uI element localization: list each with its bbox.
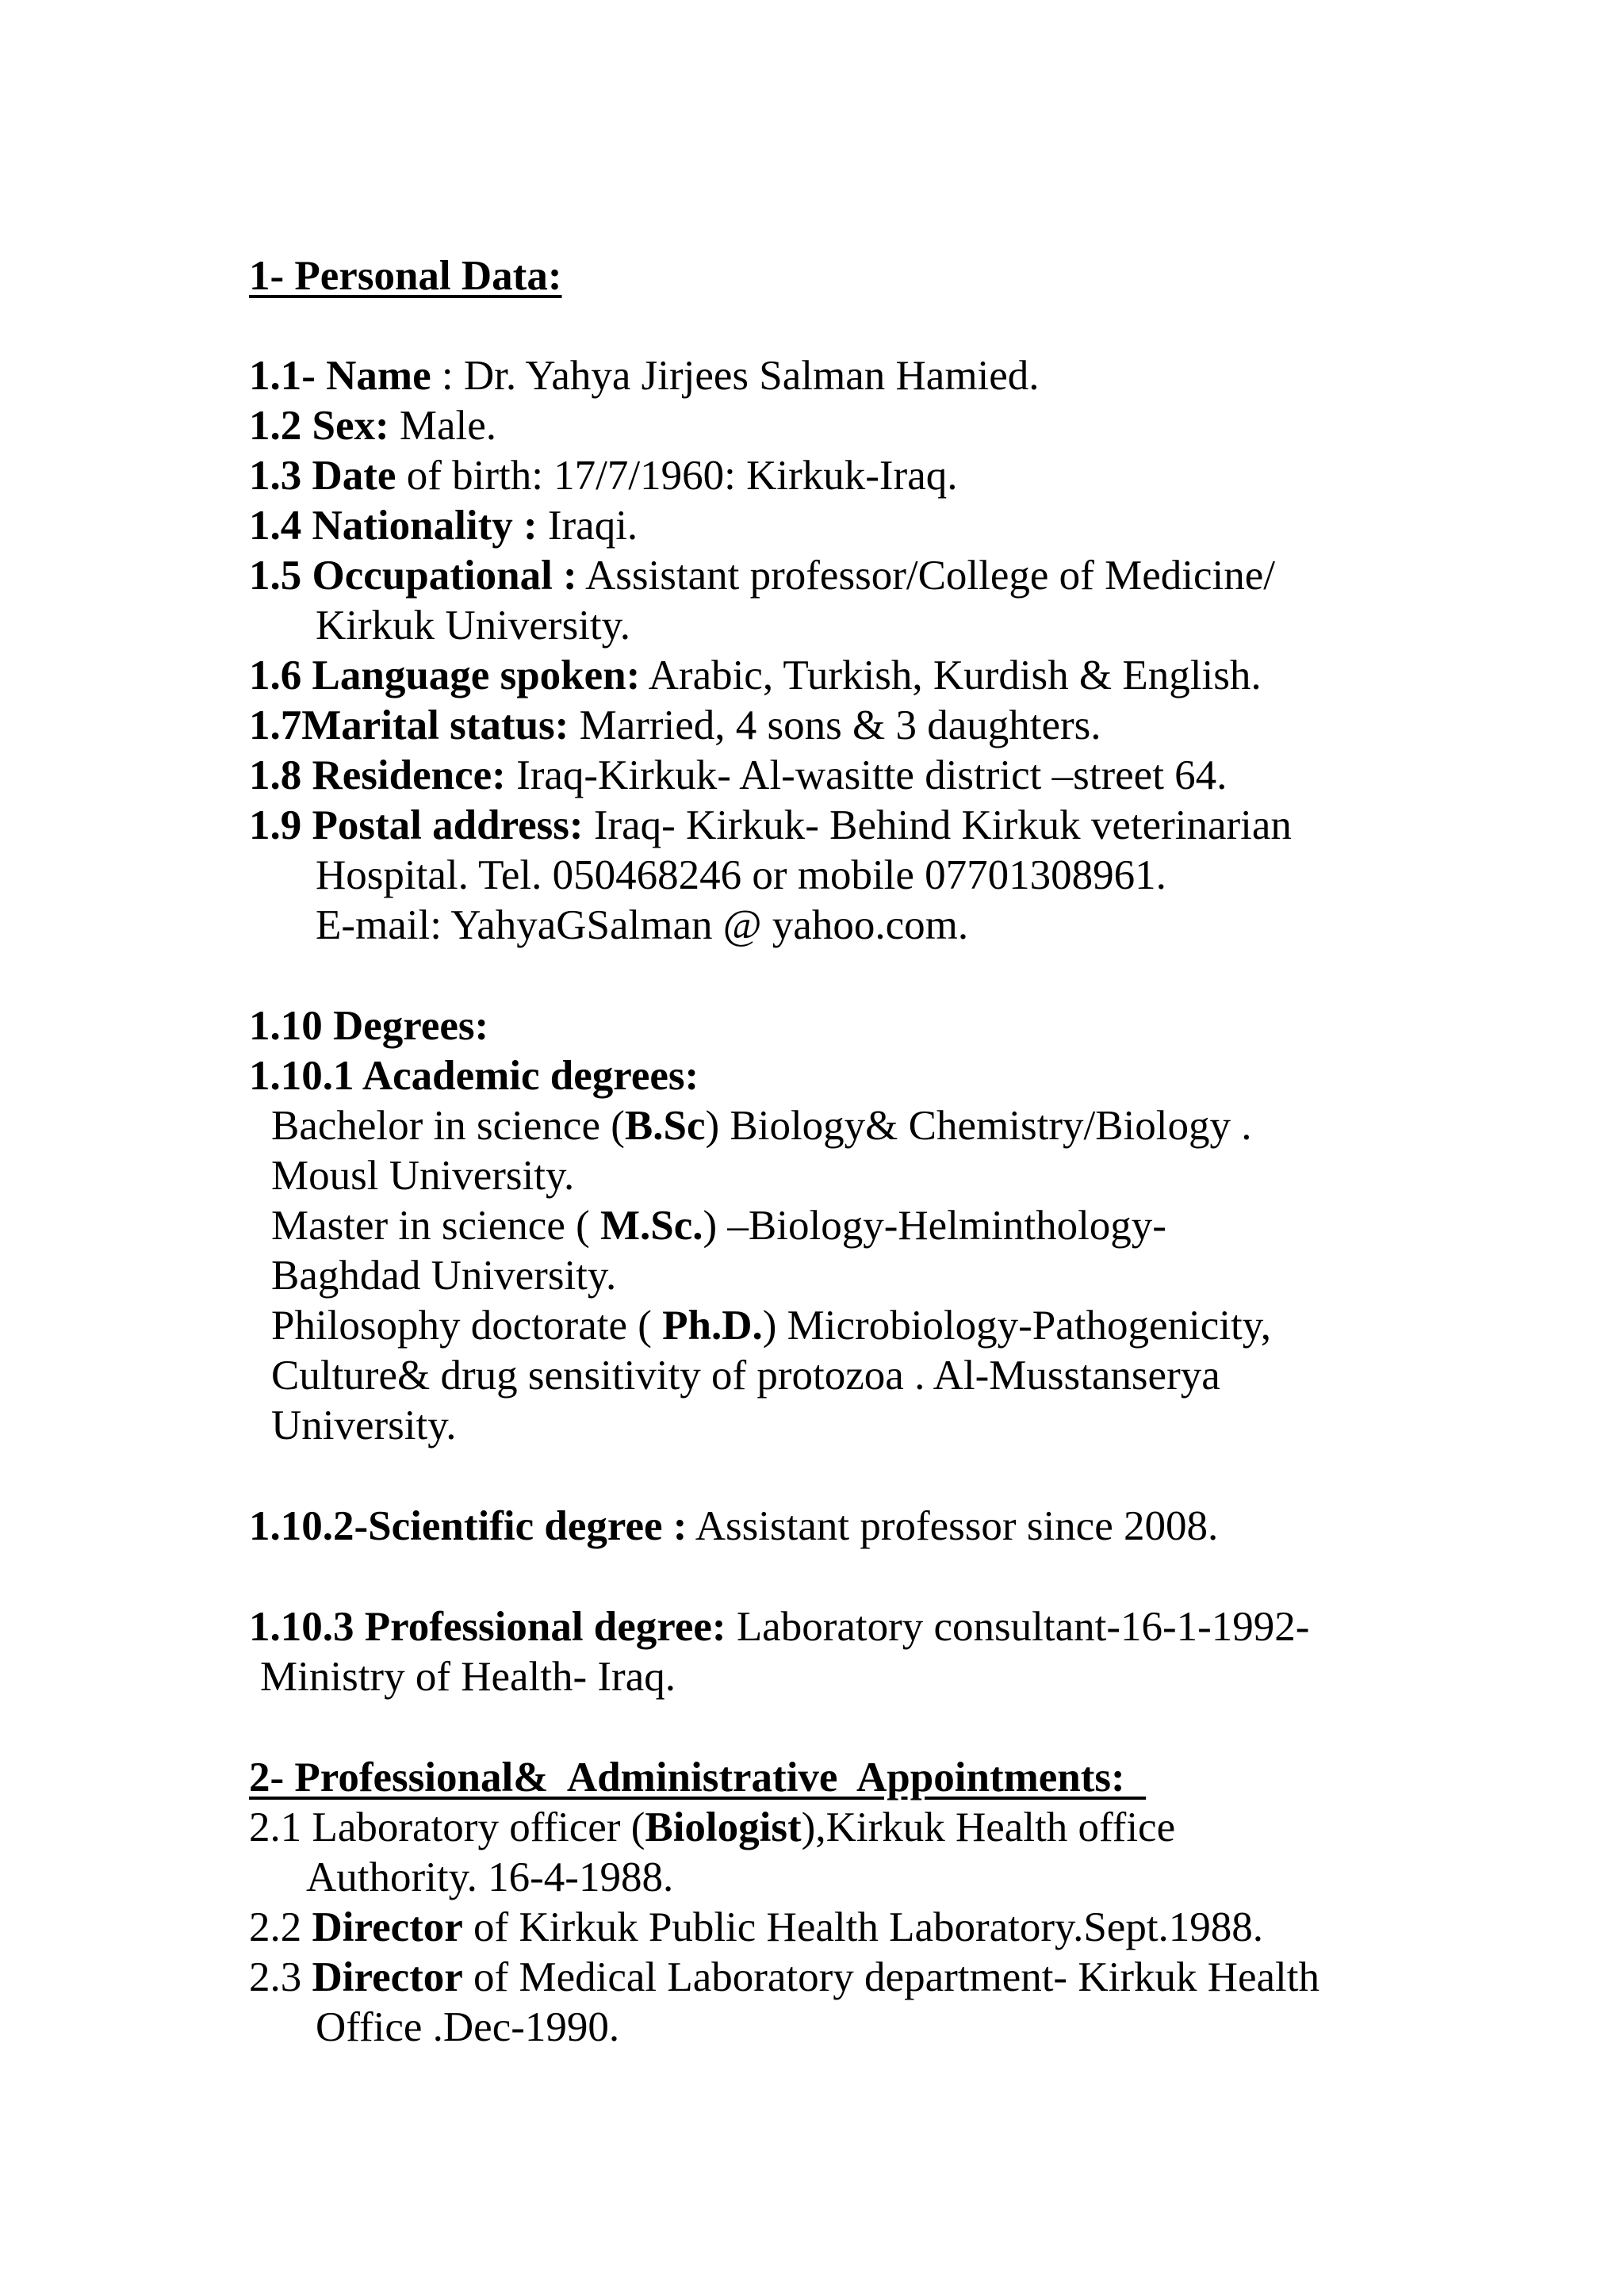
scientific-value: Assistant professor since 2008.: [687, 1503, 1219, 1549]
name-value: Dr. Yahya Jirjees Salman Hamied.: [463, 353, 1040, 399]
appointment-item: [249, 1904, 1264, 1950]
msc-degree: M.Sc.: [600, 1203, 703, 1249]
postal-phone-line: Hospital. Tel. 050468246 or mobile 07701308961.: [316, 852, 1166, 898]
bsc-university: Mousl University.: [271, 1153, 575, 1199]
appointment-post: of Kirkuk Public Health Laboratory.Sept.1988.: [462, 1904, 1264, 1950]
appointment-pre: 2.1 Laboratory officer (: [249, 1804, 645, 1850]
phd-pre: Philosophy doctorate (: [271, 1303, 663, 1349]
dob-value: of birth: 17/7/1960: Kirkuk-Iraq.: [396, 453, 958, 499]
marital-value: Married, 4 sons & 3 daughters.: [569, 702, 1101, 748]
degrees-heading: 1.10 Degrees:: [249, 1003, 489, 1049]
appointment-post: of Medical Laboratory department- Kirkuk Health: [462, 1954, 1320, 2000]
dob-line: [249, 455, 957, 497]
marital-line: [249, 702, 1101, 748]
appointment-role: Director: [312, 1954, 463, 2000]
professional-value: Laboratory consultant-16-1-1992-: [726, 1604, 1310, 1650]
scientific-degree-line: [249, 1503, 1219, 1549]
name-line: [249, 355, 1040, 397]
name-sep: :: [431, 353, 464, 399]
academic-degrees-heading: 1.10.1 Academic degrees:: [249, 1053, 699, 1099]
nationality-value: Iraqi.: [537, 503, 638, 549]
postal-label: 1.9 Postal address:: [249, 802, 584, 848]
msc-pre: Master in science (: [271, 1203, 600, 1249]
appointment-role: Director: [312, 1904, 463, 1950]
msc-line: [271, 1205, 1166, 1247]
name-label: 1.1- Name: [249, 353, 431, 399]
phd-degree: Ph.D.: [662, 1303, 763, 1349]
residence-value: Iraq-Kirkuk- Al-wasitte district –street 64.: [505, 752, 1228, 798]
dob-num: 1.3: [249, 453, 312, 499]
phd-post: ) Microbiology-Pathogenicity,: [762, 1303, 1272, 1349]
sex-line: [249, 405, 496, 447]
professional-ministry: Ministry of Health- Iraq.: [260, 1654, 676, 1700]
marital-label: 1.7Marital status:: [249, 702, 569, 748]
bsc-pre: Bachelor in science (: [271, 1103, 625, 1149]
residence-label: 1.8 Residence:: [249, 752, 506, 798]
appointment-post: ),Kirkuk Health office: [801, 1804, 1176, 1850]
languages-line: [249, 652, 1262, 698]
appointment-pre: 2.2: [249, 1904, 312, 1950]
languages-value: Arabic, Turkish, Kurdish & English.: [640, 652, 1262, 698]
sex-value: Male.: [389, 403, 497, 449]
appointment-continuation: Authority. 16-4-1988.: [306, 1854, 674, 1900]
residence-line: [249, 752, 1228, 798]
appointment-continuation: Office .Dec-1990.: [316, 2004, 620, 2050]
appointment-pre: 2.3: [249, 1954, 312, 2000]
professional-label: 1.10.3 Professional degree:: [249, 1604, 726, 1650]
bsc-degree: B.Sc: [624, 1103, 706, 1149]
nationality-label: 1.4 Nationality :: [249, 503, 538, 549]
bsc-post: ) Biology& Chemistry/Biology .: [705, 1103, 1252, 1149]
scientific-label: 1.10.2-Scientific degree :: [249, 1503, 688, 1549]
phd-subject: Culture& drug sensitivity of protozoa . Al-Musstanserya: [271, 1353, 1220, 1399]
postal-email-line: E-mail: YahyaGSalman @ yahoo.com.: [316, 902, 969, 948]
bsc-line: [271, 1105, 1252, 1147]
languages-label: 1.6 Language spoken:: [249, 652, 641, 698]
section-heading-personal-data: 1- Personal Data:: [249, 253, 562, 299]
phd-line: [271, 1305, 1271, 1347]
occupation-continuation: Kirkuk University.: [316, 603, 630, 649]
msc-post: ) –Biology-Helminthology-: [703, 1203, 1166, 1249]
section-heading-appointments: 2- Professional& Administrative Appointments:: [249, 1755, 1147, 1800]
professional-degree-line: [249, 1606, 1309, 1648]
appointment-item: [249, 1954, 1320, 2000]
appointment-item: [249, 1804, 1176, 1850]
phd-university: University.: [271, 1402, 457, 1448]
sex-label: 1.2 Sex:: [249, 403, 389, 449]
occupation-value: Assistant professor/College of Medicine/: [576, 553, 1275, 599]
nationality-line: [249, 505, 638, 547]
occupation-line: [249, 555, 1275, 597]
msc-university: Baghdad University.: [271, 1253, 617, 1299]
occupation-label: 1.5 Occupational :: [249, 553, 577, 599]
dob-label: Date: [312, 453, 396, 499]
postal-value: Iraq- Kirkuk- Behind Kirkuk veterinarian: [583, 802, 1292, 848]
appointment-role: Biologist: [645, 1804, 802, 1850]
postal-line: [249, 802, 1292, 848]
